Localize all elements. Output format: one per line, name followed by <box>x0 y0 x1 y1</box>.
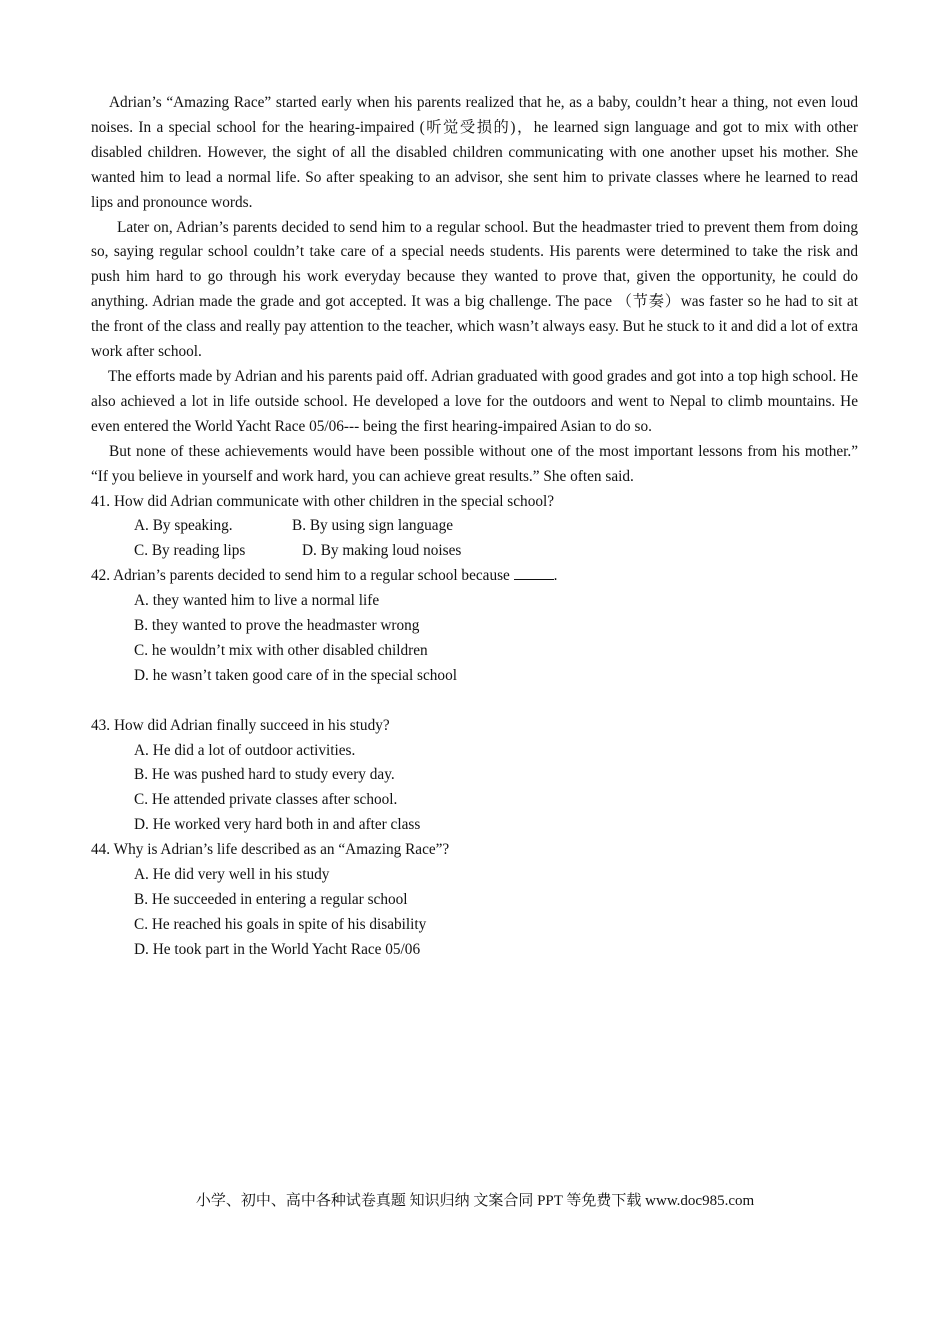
question-42-stem-text: 42. Adrian’s parents decided to send him to a regular school because <box>91 567 510 585</box>
question-42 <box>91 564 858 689</box>
question-44 <box>91 838 858 963</box>
question-41-options-row-1 <box>134 514 858 539</box>
question-44-option-b: B. He succeeded in entering a regular school <box>134 890 408 908</box>
question-42-stem-end: . <box>553 567 558 585</box>
passage-paragraph-3: The efforts made by Adrian and his parents paid off. Adrian graduated with good grades and got into a top high school. He also achieved a lot in life outside school. He developed a love for the outdoors and went to Nepal to climb mountains. He even entered the World Yacht Race 05/06--- being the first hearing-impaired Asian to do so. <box>91 367 858 435</box>
question-41-option-d: D. By making loud noises <box>302 542 462 560</box>
question-44-option-d: D. He took part in the World Yacht Race 05/06 <box>134 940 421 958</box>
document-body <box>91 91 858 963</box>
question-43-stem: 43. How did Adrian finally succeed in his study? <box>91 716 390 734</box>
question-42-stem <box>91 564 858 589</box>
question-41 <box>91 490 858 565</box>
question-41-option-b: B. By using sign language <box>292 517 454 535</box>
question-43-option-d: D. He worked very hard both in and after class <box>134 816 421 834</box>
question-42-option-d: D. he wasn’t taken good care of in the special school <box>134 666 457 684</box>
question-43-option-a: A. He did a lot of outdoor activities. <box>134 741 356 759</box>
question-44-option-a: A. He did very well in his study <box>134 866 330 884</box>
page-footer: 小学、初中、高中各种试卷真题 知识归纳 文案合同 PPT 等免费下载 www.doc985.com <box>195 1193 755 1209</box>
question-42-option-c: C. he wouldn’t mix with other disabled children <box>134 641 428 659</box>
question-42-option-a: A. they wanted him to live a normal life <box>134 592 380 610</box>
answer-blank <box>514 565 554 580</box>
question-41-options-row-2 <box>134 539 858 564</box>
blank-line <box>91 689 858 714</box>
question-44-option-c: C. He reached his goals in spite of his disability <box>134 915 427 933</box>
question-41-option-c: C. By reading lips <box>134 542 246 560</box>
question-44-stem: 44. Why is Adrian’s life described as an “Amazing Race”? <box>91 841 450 859</box>
passage-paragraph-1: Adrian’s “Amazing Race” started early when his parents realized that he, as a baby, couldn’t hear a thing, not even loud noises. In a special school for the hearing-impaired (听觉受损的)，he learned sign language and got to mix with other disabled children. However, the sight of all the disabled children communicating with one another upset his mother. She wanted him to lead a normal life. So after speaking to an advisor, she sent him to private classes where he learned to read lips and pronounce words. <box>91 94 858 211</box>
question-41-stem: 41. How did Adrian communicate with other children in the special school? <box>91 492 555 510</box>
passage-paragraph-2: Later on, Adrian’s parents decided to send him to a regular school. But the headmaster tried to prevent them from doing so, saying regular school couldn’t take care of a special needs students. His parents were determined to take the risk and push him hard to go through his work everyday because they wanted to prove that, given the opportunity, he could do anything. Adrian made the grade and got accepted. It was a big challenge. The pace （节奏）was faster so he had to sit at the front of the class and really pay attention to the teacher, which wasn’t always easy. But he stuck to it and did a lot of extra work after school. <box>91 218 858 361</box>
question-42-option-b: B. they wanted to prove the headmaster wrong <box>134 617 420 635</box>
question-43-option-b: B. He was pushed hard to study every day. <box>134 766 395 784</box>
question-41-option-a: A. By speaking. <box>134 517 233 535</box>
question-43 <box>91 714 858 839</box>
question-43-option-c: C. He attended private classes after school. <box>134 791 398 809</box>
passage-paragraph-4: But none of these achievements would have been possible without one of the most important lessons from his mother.” “If you believe in yourself and work hard, you can achieve great results.” She often said. <box>91 442 858 485</box>
